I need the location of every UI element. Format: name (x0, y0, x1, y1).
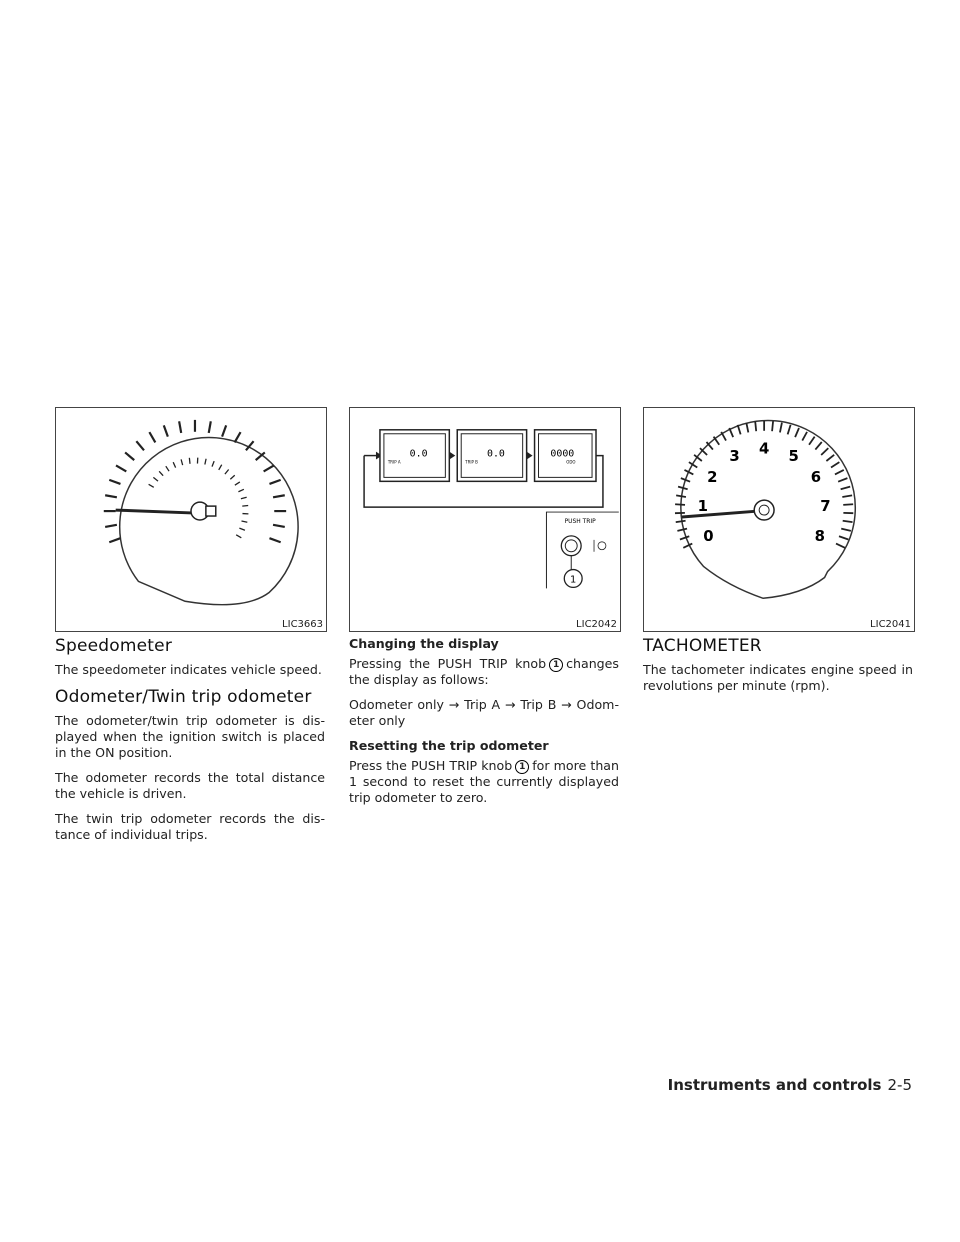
column-left (55, 636, 325, 852)
gauge-tick (738, 425, 741, 434)
speedometer-illustration (56, 408, 326, 631)
gauge-tick (181, 459, 183, 465)
gauge-tick (802, 432, 807, 441)
gauge-tick (843, 521, 853, 522)
gauge-tick (179, 421, 181, 433)
gauge-tick (678, 487, 688, 490)
tach-number: 4 (758, 439, 770, 458)
gauge-tick (843, 504, 853, 505)
gauge-tick (222, 425, 226, 436)
gauge-tick (269, 480, 280, 484)
tachometer-illustration (644, 408, 914, 631)
gauge-tick (841, 529, 851, 531)
gauge-tick (815, 442, 821, 450)
display-figure (349, 407, 621, 632)
gauge-tick (209, 421, 211, 433)
gauge-tick (149, 432, 155, 442)
gauge-tick (273, 525, 285, 527)
gauge-tick (677, 529, 687, 531)
gauge-tick (831, 462, 839, 467)
tach-number: 8 (814, 527, 825, 546)
heading-odometer: Odometer/Twin trip odometer (55, 687, 312, 707)
para-sequence: Odometer only → Trip A → Trip B → Odom- eter only (349, 697, 619, 728)
para-resetting: Press the PUSH TRIP knob 1 for more than 1 second to reset the currently displayed trip odometer to zero. (349, 758, 619, 805)
para-speedometer: The speedometer indicates vehicle speed. (55, 662, 322, 677)
tach-number: 2 (707, 468, 718, 487)
gauge-tick (153, 477, 158, 481)
gauge-tick (269, 538, 280, 542)
para-odometer-2: The odometer records the total distance the vehicle is driven. (55, 770, 325, 801)
push-trip-label: PUSH TRIP (564, 517, 596, 525)
gauge-tick (105, 525, 117, 527)
tach-number: 7 (820, 497, 831, 516)
gauge-tick (219, 465, 222, 470)
gauge-tick (105, 495, 117, 497)
gauge-tick (116, 465, 126, 471)
page-number: 2-5 (887, 1076, 912, 1094)
gauge-tick (236, 535, 241, 538)
gauge-tick (239, 528, 245, 530)
gauge-tick (772, 421, 773, 431)
gauge-tick (109, 480, 120, 484)
screen-value: 0.0 (486, 448, 505, 460)
gauge-tick (264, 465, 274, 471)
gauge-tick (841, 487, 851, 490)
para-odometer-1: The odometer/twin trip odometer is dis- played when the ignition switch is placed in the ON position. (55, 713, 325, 760)
gauge-tick (795, 428, 799, 437)
screen-label: TRIP A (387, 459, 401, 465)
gauge-tick (839, 536, 848, 539)
screen-label: TRIP B (465, 459, 478, 465)
screen-trip-b (457, 430, 526, 482)
gauge-tick (676, 495, 686, 497)
page-footer (668, 1076, 912, 1094)
tach-number: 1 (697, 497, 708, 516)
speedometer-figure (55, 407, 327, 632)
gauge-tick (136, 441, 144, 450)
gauge-tick (242, 505, 248, 506)
gauge-tick (826, 455, 834, 461)
figure-id: LIC2041 (870, 619, 911, 630)
gauge-tick (212, 461, 214, 467)
gauge-tick (225, 469, 229, 474)
figure-id: LIC3663 (282, 619, 323, 630)
gauge-tick (166, 466, 169, 471)
column-right (643, 636, 913, 703)
gauge-tick (149, 484, 154, 487)
gauge-tick (842, 495, 852, 497)
tach-number: 5 (788, 447, 799, 466)
screen-odo (535, 430, 596, 482)
gauge-tick (159, 471, 163, 475)
gauge-tick (680, 536, 689, 539)
gauge-tick (241, 497, 247, 499)
gauge-tick (836, 544, 845, 548)
para-changing-display: Pressing the PUSH TRIP knob 1 changes the display as follows: (349, 656, 619, 687)
gauge-tick (109, 538, 120, 542)
screen-value: 0000 (550, 448, 575, 460)
gauge-tick (230, 475, 234, 479)
gauge-tick (755, 421, 756, 431)
gauge-tick (835, 470, 844, 474)
tachometer-figure (643, 407, 915, 632)
knob-callout-icon: 1 (515, 760, 529, 774)
gauge-tick (273, 495, 285, 497)
gauge-tick (189, 458, 190, 464)
gauge-tick (746, 423, 748, 433)
gauge-tick (164, 425, 168, 436)
knob-callout-icon: 1 (549, 658, 563, 672)
heading-speedometer: Speedometer (55, 636, 173, 656)
screen-label: ODO (566, 459, 576, 465)
gauge-tick (788, 425, 791, 434)
screen-value: 0.0 (409, 448, 428, 460)
heading-tachometer: TACHOMETER (643, 636, 762, 656)
footer-section: Instruments and controls (667, 1076, 882, 1094)
screen-trip-a (380, 430, 449, 482)
callout-number: 1 (570, 574, 577, 586)
tach-number: 6 (810, 468, 822, 487)
tach-number: 0 (703, 527, 714, 546)
figure-id: LIC2042 (576, 619, 617, 630)
gauge-tick (235, 482, 240, 485)
para-tachometer: The tachometer indicates engine speed in revolutions per minute (rpm). (643, 662, 913, 693)
tach-number: 3 (729, 447, 740, 466)
heading-changing-display: Changing the display (349, 636, 499, 651)
column-middle (349, 636, 619, 815)
gauge-tick (241, 521, 247, 522)
heading-resetting: Resetting the trip odometer (349, 738, 549, 753)
gauge-tick (238, 489, 243, 491)
para-odometer-3: The twin trip odometer records the dis- tance of individual trips. (55, 811, 325, 842)
gauge-tick (780, 423, 782, 433)
display-illustration (350, 408, 620, 631)
gauge-tick (235, 432, 241, 442)
gauge-tick (809, 437, 815, 445)
gauge-tick (838, 478, 847, 482)
gauge-tick (205, 459, 206, 465)
gauge-tick (821, 448, 828, 455)
gauge-tick (675, 504, 685, 505)
gauge-tick (125, 452, 134, 460)
gauge-tick (173, 462, 175, 467)
gauge-tick (676, 521, 686, 522)
